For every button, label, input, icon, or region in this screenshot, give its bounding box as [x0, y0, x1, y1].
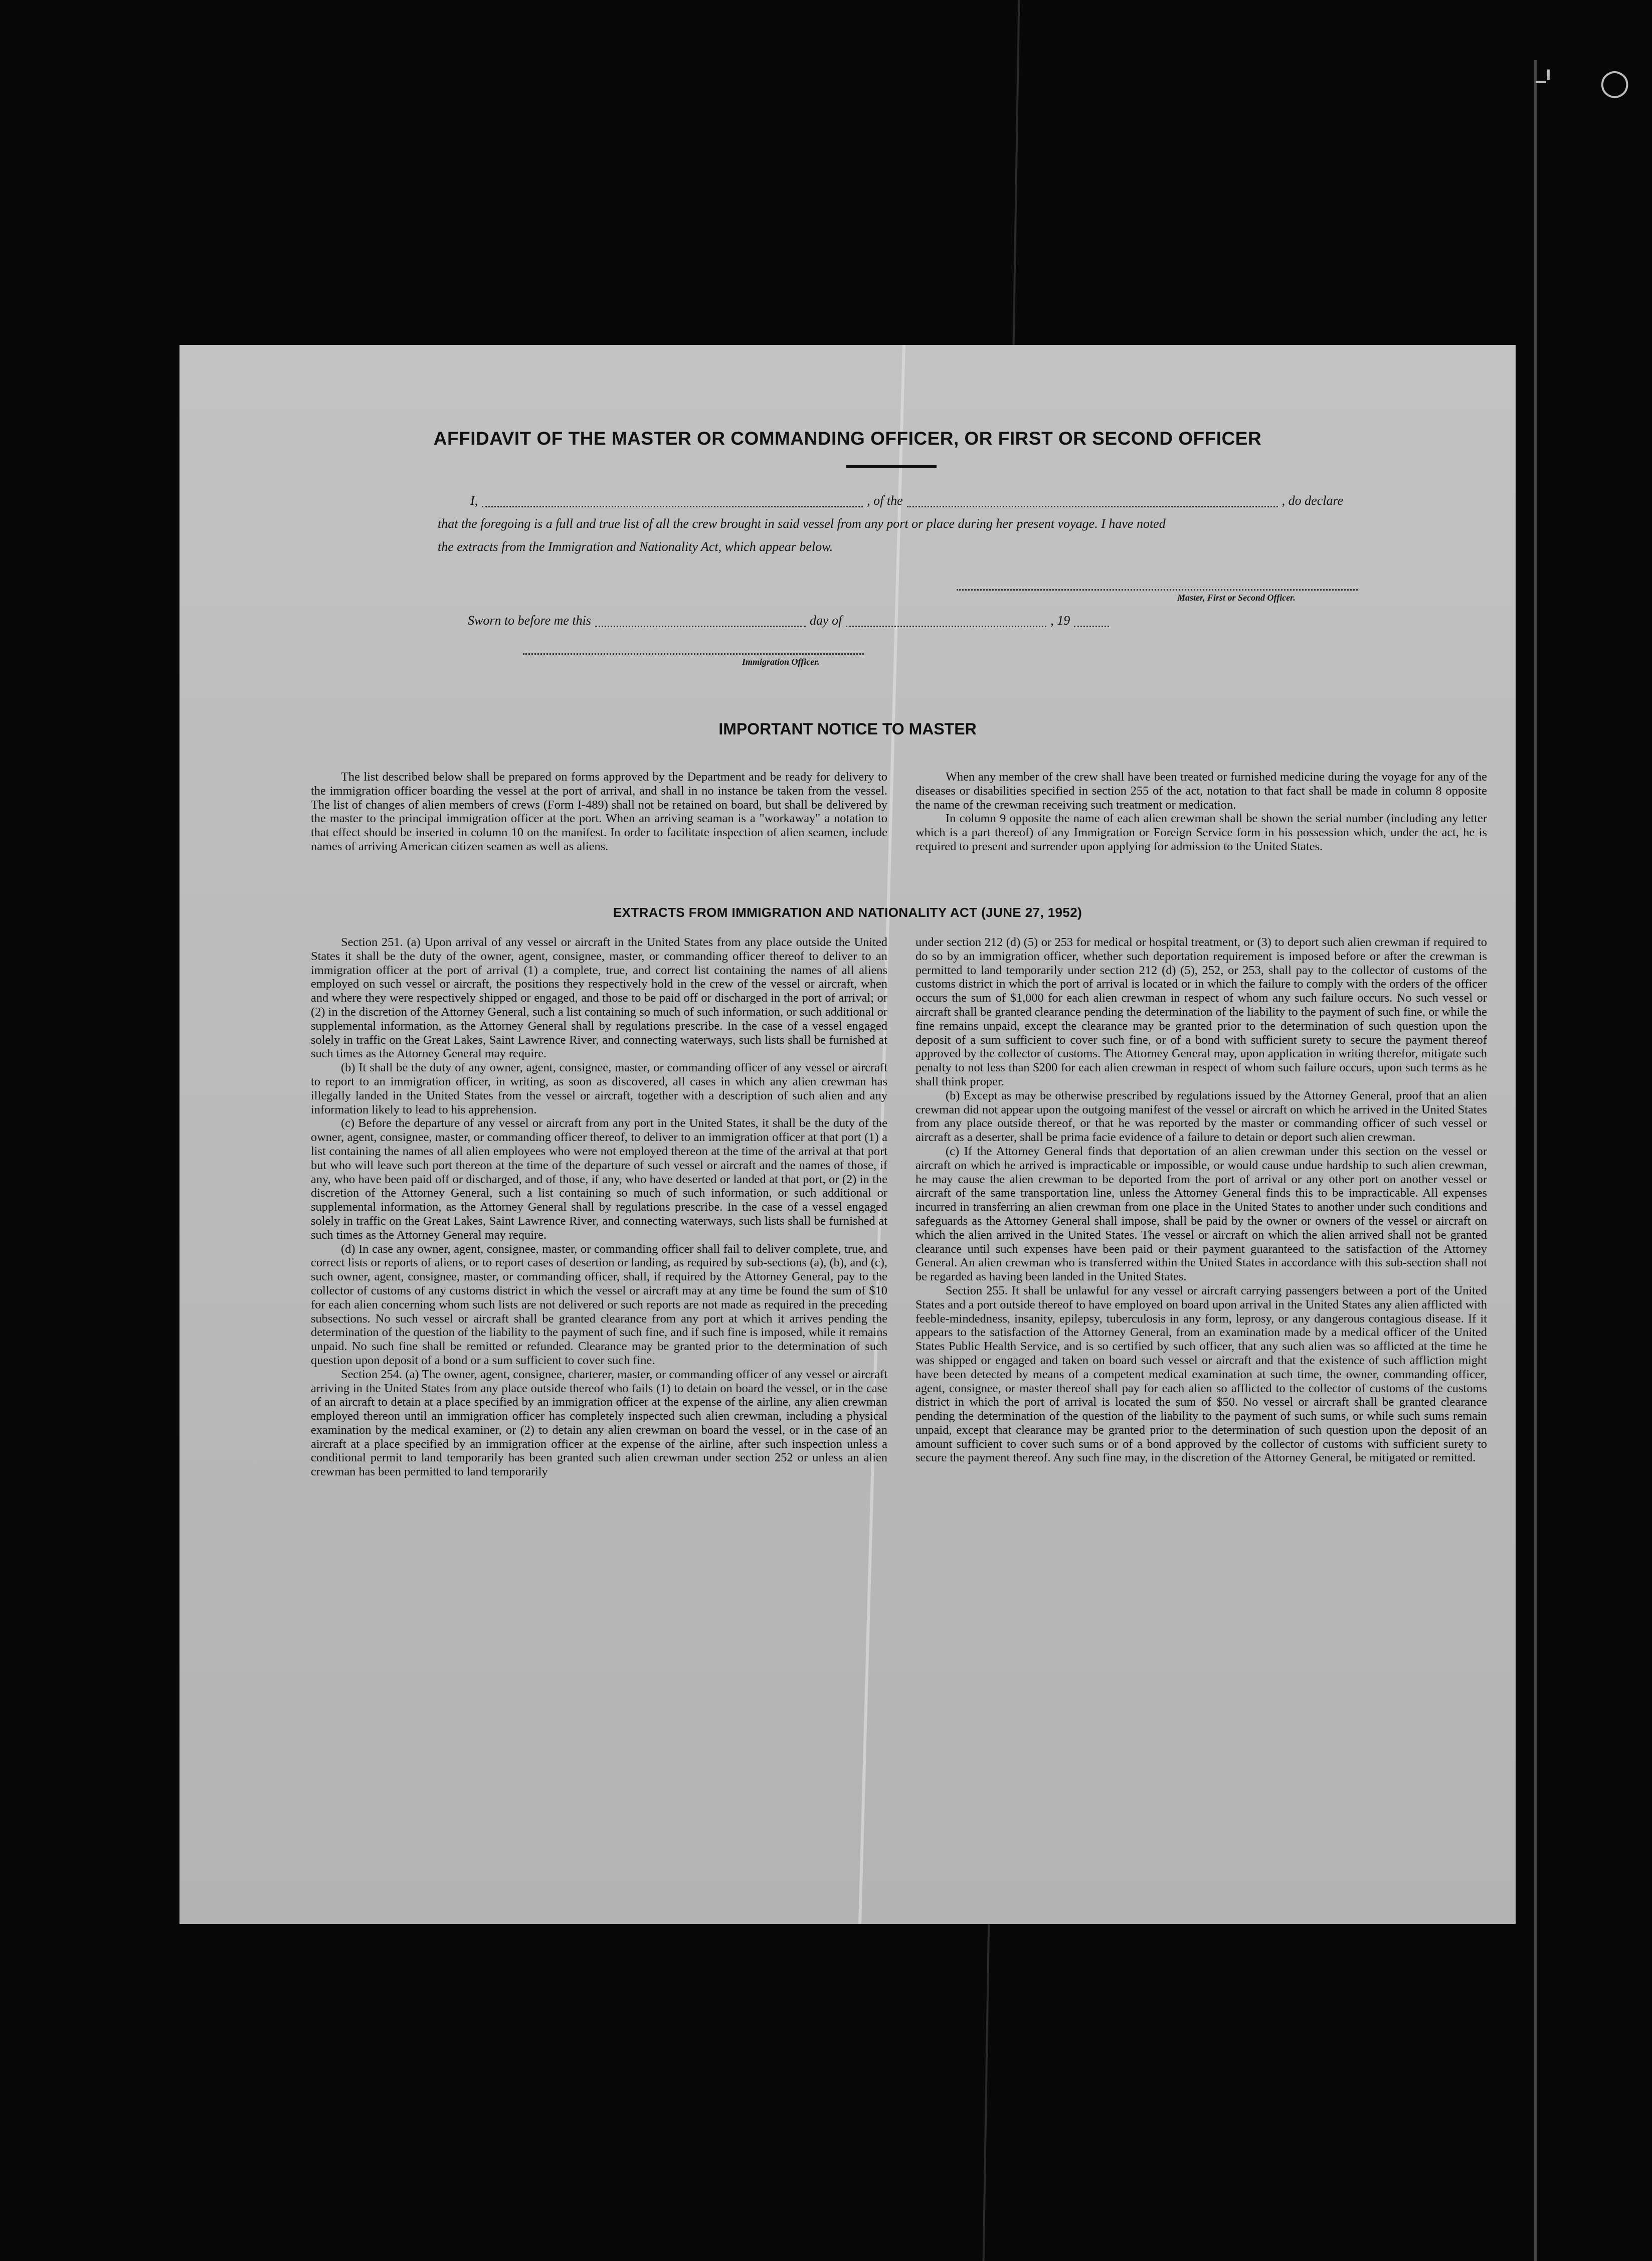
notice-left-text: The list described below shall be prepared on forms approved by the Department and be ready for delivery to the immigration officer boarding the vessel at the port of arrival, and shall in no instance be taken from the vessel. The list of changes of alien members of crews (Form I-489) shall not be retained on board, but shall be delivered by the master to the principal immigration officer at the port. When an arriving seaman is a "workaway" a notation to that effect should be inserted in column 10 on the manifest. In order to facilitate inspection of alien seamen, include names of arriving American citizen seamen as well as aliens. [311, 770, 887, 853]
extracts-right-column [915, 935, 1487, 1465]
declaration-line3: the extracts from the Immigration and Nationality Act, which appear below. [438, 539, 833, 554]
sworn-day-blank[interactable] [595, 626, 806, 627]
sworn-month-blank[interactable] [846, 626, 1046, 627]
document-page [179, 345, 1516, 1924]
sworn-line [468, 609, 1220, 632]
declaration-line2: that the foregoing is a full and true list of all the crew brought in said vessel from any port or place during her present voyage. I have noted [438, 516, 1166, 531]
extract-paragraph: (b) Except as may be otherwise prescribed by regulations issued by the Attorney General, proof that an alien crewman did not appear upon the outgoing manifest of the vessel or aircraft on which he arrived in the United States from any place outside thereof, or that he was reported by the master or commanding officer of such vessel or aircraft as a deserter, shall be prima facie evidence of a failure to detain or deport such alien crewman. [915, 1088, 1487, 1145]
notice-right-text-2: In column 9 opposite the name of each alien crewman shall be shown the serial number (including any letter which is a part thereof) of any Immigration or Foreign Service form in his possession which, under the act, he is required to present and surrender upon applying for admission to the United States. [915, 812, 1487, 853]
notice-right-text-1: When any member of the crew shall have been treated or furnished medicine during the voyage for any of the diseases or disabilities specified in section 255 of the act, notation to that fact shall be made in column 8 opposite the name of the crewman receiving such treatment or medication. [915, 770, 1487, 812]
declaration-declare: , do declare [1281, 493, 1344, 508]
officer-signature-line[interactable] [523, 653, 864, 655]
sworn-prefix: Sworn to before me this [468, 613, 592, 628]
officer-caption: Immigration Officer. [742, 657, 820, 667]
notice-right [915, 770, 1487, 854]
affidavit-title: AFFIDAVIT OF THE MASTER OR COMMANDING OFFICER, OR FIRST OR SECOND OFFICER [433, 428, 1262, 449]
notice-left [311, 770, 887, 854]
sworn-year-blank[interactable] [1074, 626, 1109, 627]
extract-paragraph: (c) Before the departure of any vessel or aircraft from any port in the United States, it shall be the duty of the owner, agent, consignee, master, or commanding officer thereof, to deliver to an immigration officer at that port (1) a list containing the names of all alien employees who were not employed thereon at the time of the arrival at that port but who will leave such port thereon at the time of the departure of such vessel or aircraft and the names of those, if any, who have been paid off or discharged, and of those, if any, who have deserted or landed at that port, or (2) in the discretion of the Attorney General, such a list containing so much of such information, or such additional or supplemental information, as the Attorney General shall by regulations prescribe. In the case of a vessel engaged solely in traffic on the Great Lakes, Saint Lawrence River, and connecting waterways, such lists shall be furnished at such times as the Attorney General may require. [311, 1116, 887, 1242]
notice-title: IMPORTANT NOTICE TO MASTER [718, 720, 977, 738]
extract-paragraph: under section 212 (d) (5) or 253 for medical or hospital treatment, or (3) to deport such alien crewman if required to do so by an immigration officer, whether such deportation requirement is imposed before or after the crewman is permitted to land temporarily under section 212 (d) (5), 252, or 253, shall pay to the collector of customs of the customs district in which the port of arrival is located or in which the failure to comply with the orders of the officer occurs the sum of $1,000 for each alien crewman in respect of whom any such failure occurs. No such vessel or aircraft shall be granted clearance pending the determination of the liability to the payment of such fine, or while the fine remains unpaid, except the clearance may be granted prior to the determination of such question upon the deposit of a sum sufficient to cover such fine, or of a bond with sufficient surety to secure the payment thereof approved by the collector of customs. The Attorney General may, upon application in writing therefor, mitigate such penalty to not less than $200 for each alien crewman in respect of whom such failure occurs, upon such terms as he shall think proper. [915, 935, 1487, 1088]
extract-paragraph: Section 254. (a) The owner, agent, consignee, charterer, master, or commanding officer of any vessel or aircraft arriving in the United States from any place outside thereof who fails (1) to detain on board the vessel, or in the case of an aircraft to detain at a place specified by an immigration officer at the expense of the airline, any alien crewman employed thereon until an immigration officer has completely inspected such alien crewman, including a physical examination by the medical examiner, or (2) to detain any alien crewman on board the vessel, or in the case of an aircraft at a place specified by an immigration officer at the expense of the airline, after such inspection unless a conditional permit to land temporarily has been granted such alien crewman under section 252 or unless an alien crewman has been permitted to land temporarily [311, 1367, 887, 1479]
extracts-title: EXTRACTS FROM IMMIGRATION AND NATIONALITY ACT (JUNE 27, 1952) [613, 905, 1082, 920]
extract-paragraph: (d) In case any owner, agent, consignee, master, or commanding officer shall fail to deliver complete, true, and correct lists or reports of aliens, or to report cases of desertion or landing, as required by sub-sections (a), (b), and (c), such owner, agent, consignee, master, or commanding officer, shall, if required by the Attorney General, pay to the collector of customs of any customs district in which the vessel or aircraft may at any time be found the sum of $10 for each alien concerning whom such lists are not delivered or such reports are not made as required in the preceding subsections. No such vessel or aircraft shall be granted clearance from any port at which it arrives pending the determination of the question of the liability to the payment of such fine, and if such fine is imposed, while it remains unpaid. No such fine shall be remitted or refunded. Clearance may be granted prior to the determination of such question upon deposit of a bond or a sum sufficient to cover such fine. [311, 1242, 887, 1367]
declaration [438, 489, 1375, 558]
sworn-day-of: day of [810, 613, 842, 628]
extract-paragraph: Section 251. (a) Upon arrival of any vessel or aircraft in the United States from any place outside the United States it shall be the duty of the owner, agent, consignee, master, or commanding officer thereof to deliver to an immigration officer at the port of arrival (1) a complete, true, and correct list containing the names of all aliens employed on such vessel or aircraft, the positions they respectively hold in the crew of the vessel or aircraft, when and where they were respectively shipped or engaged, and those to be paid off or discharged in the port of arrival; or (2) in the discretion of the Attorney General, such a list containing so much of such information, or such additional or supplemental information, as the Attorney General shall by regulations prescribe. In the case of a vessel engaged solely in traffic on the Great Lakes, Saint Lawrence River, and connecting waterways, such lists shall be furnished at such times as the Attorney General may require. [311, 935, 887, 1061]
vessel-blank[interactable] [907, 506, 1278, 507]
sworn-year: , 19 [1050, 613, 1070, 628]
extract-paragraph: (c) If the Attorney General finds that deportation of an alien crewman under this section on the vessel or aircraft on which he arrived is impracticable or impossible, or would cause undue hardship to such alien crewman, he may cause the alien crewman to be deported from the port of arrival or any other port on another vessel or aircraft of the same transportation line, unless the Attorney General finds this to be impracticable. All expenses incurred in transferring an alien crewman from one place in the United States to another under such conditions and safeguards as the Attorney General shall impose, shall be paid by the owner or owners of the vessel or aircraft on which the alien arrived in the United States. The vessel or aircraft on which the alien arrived shall not be granted clearance until such expenses have been paid or their payment guaranteed to the satisfaction of the Attorney General. An alien crewman who is transferred within the United States in accordance with this sub-section shall not be regarded as having been landed in the United States. [915, 1144, 1487, 1284]
corner-mark: ○ [1599, 61, 1630, 102]
extract-paragraph: Section 255. It shall be unlawful for any vessel or aircraft carrying passengers between a port of the United States and a port outside thereof to have employed on board upon arrival in the United States any alien afflicted with feeble-mindedness, insanity, epilepsy, tuberculosis in any form, leprosy, or any dangerous contagious disease. If it appears to the satisfaction of the Attorney General, from an examination made by a medical officer of the United States Public Health Service, and is so certified by such officer, that any such alien was so afflicted at the time he was shipped or engaged and taken on board such vessel or aircraft and that the existence of such affliction might have been detected by means of a competent medical examination at such time, the owner, commanding officer, agent, consignee, or master thereof shall pay for each alien so afflicted to the collector of customs of the customs district in which the port of arrival is located the sum of $50. No vessel or aircraft shall be granted clearance pending the determination of the question of the liability to the payment of such sums, or while such sums remain unpaid, except that clearance may be granted prior to the determination of such question upon the deposit of an amount sufficient to cover such sums or of a bond approved by the collector of customs with sufficient surety to secure the payment thereof. Any such fine may, in the discretion of the Attorney General, be mitigated or remitted. [915, 1283, 1487, 1465]
declaration-i: I, [470, 493, 478, 508]
corner-mark: ⌏ [1534, 59, 1563, 100]
extract-paragraph: (b) It shall be the duty of any owner, agent, consignee, master, or commanding officer of any vessel or aircraft to report to an immigration officer, in writing, as soon as discovered, all cases in which any alien crewman has illegally landed in the United States from the vessel or aircraft, together with a description of such alien and any information likely to lead to his apprehension. [311, 1061, 887, 1116]
master-signature-line[interactable] [957, 589, 1358, 591]
declaration-of-the: , of the [867, 493, 903, 508]
film-streak [1534, 60, 1537, 2261]
master-caption: Master, First or Second Officer. [1177, 593, 1296, 603]
extracts-left-column [311, 935, 887, 1479]
title-rule [846, 465, 937, 468]
name-blank[interactable] [482, 506, 863, 507]
